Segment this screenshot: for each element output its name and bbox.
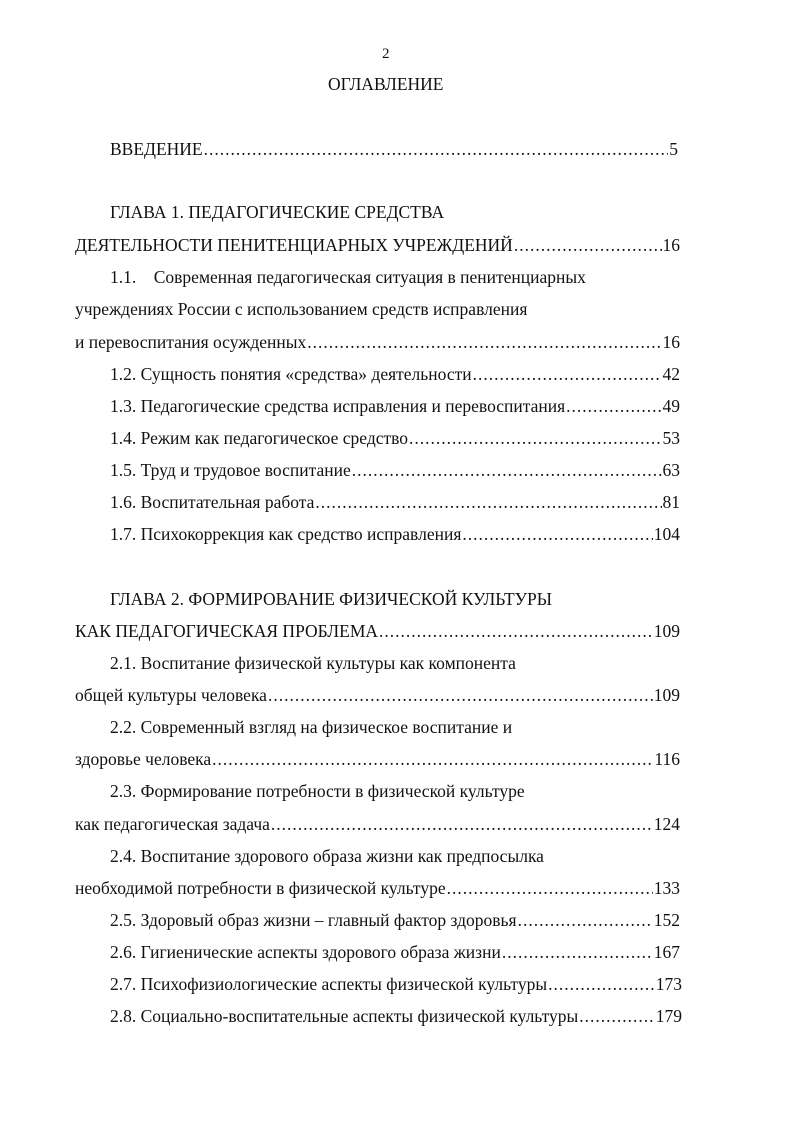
toc-page-number: 133 — [653, 878, 680, 898]
toc-page-number: 16 — [662, 332, 680, 352]
toc-entry-2-2[interactable] — [75, 748, 680, 770]
toc-entry-1-1-line1[interactable]: 1.1. Современная педагогическая ситуация в пенитенциарных — [110, 267, 586, 287]
toc-page-number: 42 — [662, 364, 680, 384]
leader-dots — [447, 877, 653, 899]
toc-entry-label: здоровье человека — [75, 749, 212, 769]
toc-entry-2-6[interactable] — [110, 941, 680, 963]
toc-entry-2-3[interactable] — [75, 813, 680, 835]
leader-dots — [548, 973, 655, 995]
toc-entry-2-5[interactable] — [110, 909, 680, 931]
toc-page-number: 53 — [662, 428, 680, 448]
toc-entry-1-1[interactable] — [75, 331, 680, 353]
toc-page-number: 179 — [655, 1006, 682, 1026]
toc-page-number: 124 — [653, 814, 680, 834]
leader-dots — [514, 234, 662, 256]
chapter-1-title: ГЛАВА 1. ПЕДАГОГИЧЕСКИЕ СРЕДСТВА — [110, 202, 445, 222]
toc-page-number: 16 — [662, 235, 680, 255]
toc-entry-label: 1.4. Режим как педагогическое средство — [110, 428, 409, 448]
leader-dots — [473, 363, 662, 385]
toc-page-number: 63 — [662, 460, 680, 480]
leader-dots — [268, 684, 653, 706]
leader-dots — [462, 523, 652, 545]
toc-entry-1-2[interactable] — [110, 363, 680, 385]
toc-page-number: 116 — [654, 749, 680, 769]
toc-page-number: 173 — [655, 974, 682, 994]
leader-dots — [518, 909, 653, 931]
toc-entry-1-6[interactable] — [110, 491, 680, 513]
toc-entry-label: 1.7. Психокоррекция как средство исправления — [110, 524, 462, 544]
page-title: ОГЛАВЛЕНИЕ — [328, 74, 444, 94]
leader-dots — [204, 138, 669, 160]
toc-entry-label: 1.5. Труд и трудовое воспитание — [110, 460, 351, 480]
toc-entry-label: ВВЕДЕНИЕ — [110, 139, 203, 159]
leader-dots — [307, 331, 661, 353]
toc-entry-2-2-line1[interactable]: 2.2. Современный взгляд на физическое воспитание и — [110, 717, 513, 737]
page-number: 2 — [382, 46, 390, 62]
chapter-2-title: ГЛАВА 2. ФОРМИРОВАНИЕ ФИЗИЧЕСКОЙ КУЛЬТУРЫ — [110, 589, 553, 609]
toc-entry-label: 2.8. Социально-воспитательные аспекты физической культуры — [110, 1006, 579, 1026]
toc-entry-label: 1.2. Сущность понятия «средства» деятельности — [110, 364, 472, 384]
toc-entry-label: общей культуры человека — [75, 685, 267, 705]
toc-entry-1-1-line2[interactable]: учреждениях России с использованием средств исправления — [75, 299, 528, 319]
toc-page-number: 104 — [653, 524, 680, 544]
toc-entry-chapter-1[interactable] — [75, 234, 680, 256]
leader-dots — [271, 813, 653, 835]
toc-entry-1-7[interactable] — [110, 523, 680, 545]
toc-entry-2-8[interactable] — [110, 1005, 682, 1027]
toc-entry-label: необходимой потребности в физической культуре — [75, 878, 446, 898]
toc-page-number: 109 — [653, 621, 680, 641]
toc-entry-2-3-line1[interactable]: 2.3. Формирование потребности в физической культуре — [110, 781, 525, 801]
toc-page-number: 109 — [653, 685, 680, 705]
leader-dots — [379, 620, 653, 642]
toc-entry-2-4-line1[interactable]: 2.4. Воспитание здорового образа жизни как предпосылка — [110, 846, 544, 866]
toc-entry-2-1-line1[interactable]: 2.1. Воспитание физической культуры как компонента — [110, 653, 516, 673]
toc-entry-label: 1.3. Педагогические средства исправления и перевоспитания — [110, 396, 566, 416]
leader-dots — [212, 748, 653, 770]
toc-entry-label: 2.5. Здоровый образ жизни – главный фактор здоровья — [110, 910, 517, 930]
toc-page-number: 167 — [653, 942, 680, 962]
toc-entry-label: КАК ПЕДАГОГИЧЕСКАЯ ПРОБЛЕМА — [75, 621, 379, 641]
leader-dots — [579, 1005, 654, 1027]
toc-page-number: 49 — [662, 396, 680, 416]
toc-entry-1-4[interactable] — [110, 427, 680, 449]
toc-entry-label: 1.6. Воспитательная работа — [110, 492, 315, 512]
toc-entry-label: 2.7. Психофизиологические аспекты физической культуры — [110, 974, 548, 994]
toc-entry-1-5[interactable] — [110, 459, 680, 481]
toc-entry-2-7[interactable] — [110, 973, 682, 995]
toc-page-number: 81 — [662, 492, 680, 512]
toc-page-number: 152 — [653, 910, 680, 930]
toc-entry-label: как педагогическая задача — [75, 814, 270, 834]
leader-dots — [409, 427, 661, 449]
toc-entry-label: ДЕЯТЕЛЬНОСТИ ПЕНИТЕНЦИАРНЫХ УЧРЕЖДЕНИЙ — [75, 235, 513, 255]
toc-entry-2-1[interactable] — [75, 684, 680, 706]
toc-entry-intro[interactable] — [110, 138, 678, 160]
toc-entry-1-3[interactable] — [110, 395, 680, 417]
leader-dots — [352, 459, 662, 481]
toc-page-number: 5 — [669, 139, 678, 159]
toc-entry-label: и перевоспитания осужденных — [75, 332, 307, 352]
toc-entry-2-4[interactable] — [75, 877, 680, 899]
leader-dots — [315, 491, 661, 513]
toc-entry-label: 2.6. Гигиенические аспекты здорового образа жизни — [110, 942, 501, 962]
toc-entry-chapter-2[interactable] — [75, 620, 680, 642]
leader-dots — [502, 941, 653, 963]
leader-dots — [566, 395, 661, 417]
